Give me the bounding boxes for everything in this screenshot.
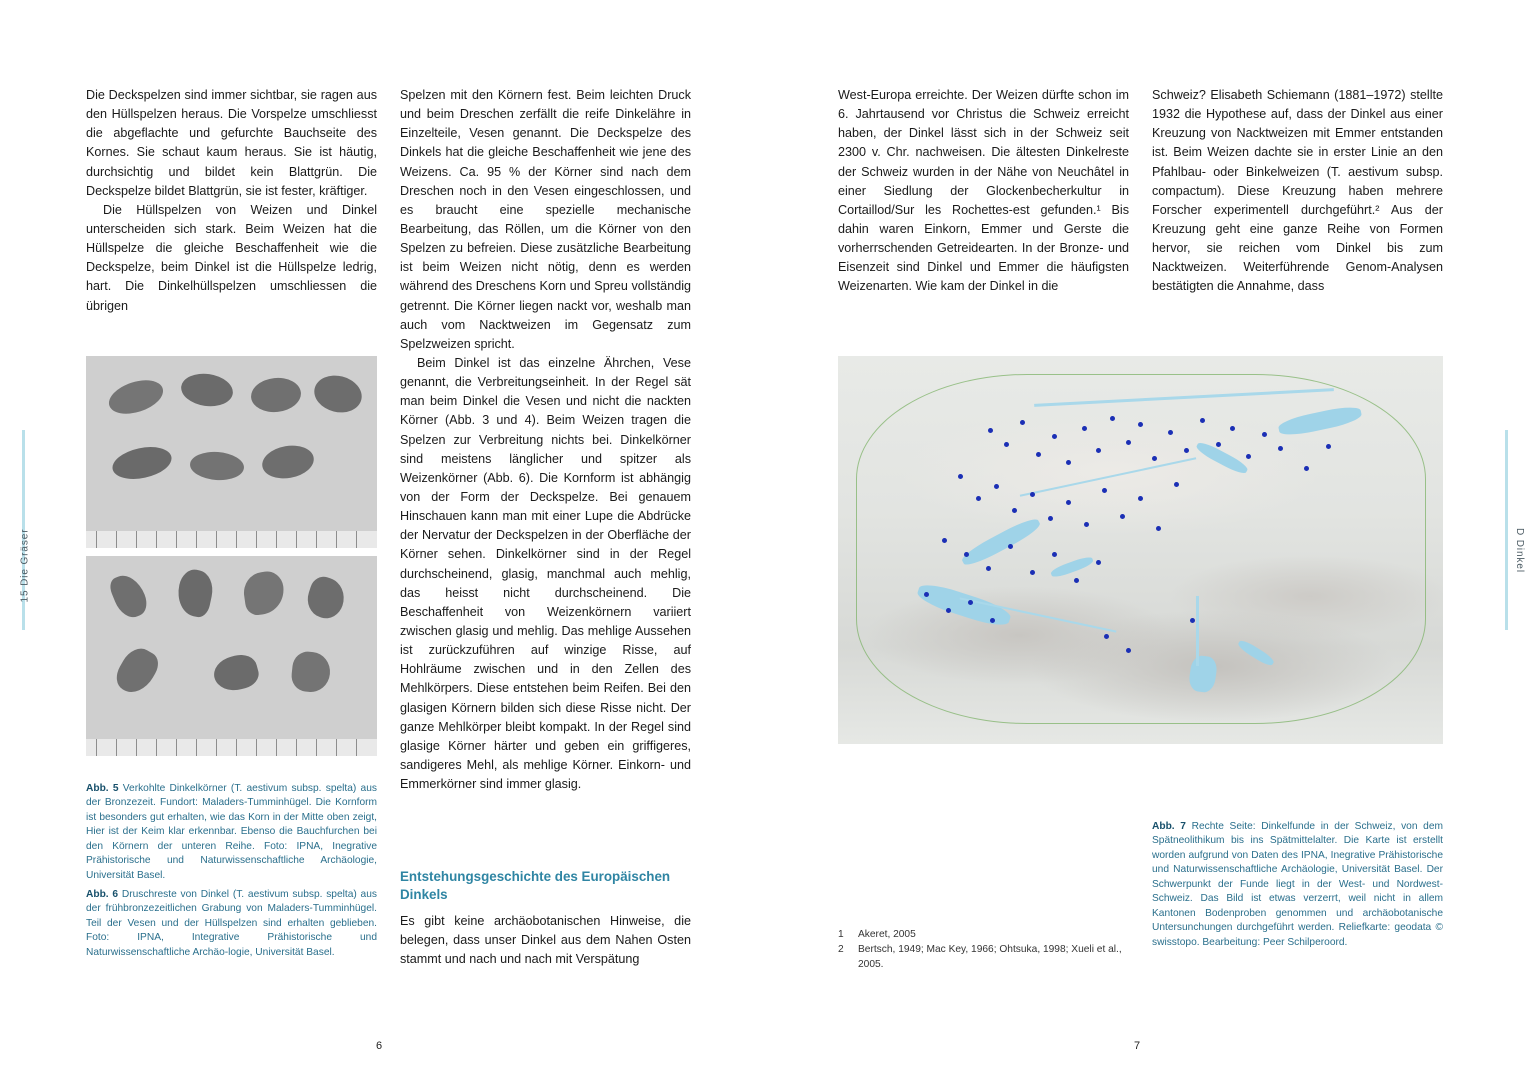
find-dot <box>964 552 969 557</box>
footnote-list <box>838 928 1138 972</box>
running-head-left: 15 Die Gräser <box>19 528 31 603</box>
paragraph: Die Hüllspelzen von Weizen und Dinkel unterscheiden sich stark. Beim Weizen hat die Hüllspelze die gleiche Beschaffenheit wie die Deckspelze, beim Dinkel ist die Hüllspelze ledrig, hart. Die Dinkelhüllspelzen umschliessen die übrigen <box>86 202 377 313</box>
find-dot <box>1184 448 1189 453</box>
find-dot <box>994 484 999 489</box>
figure-abb7-map <box>838 356 1443 744</box>
find-dot <box>1096 448 1101 453</box>
figure-caption-abb5 <box>86 782 377 883</box>
figure-abb6-image <box>86 556 377 756</box>
find-dot <box>988 428 993 433</box>
find-dot <box>1168 430 1173 435</box>
find-dot <box>1020 420 1025 425</box>
find-dot <box>1174 482 1179 487</box>
find-dot <box>1126 648 1131 653</box>
footnote-text: Bertsch, 1949; Mac Key, 1966; Ohtsuka, 1998; Xueli et al., 2005. <box>858 943 1122 970</box>
paragraph: West-Europa erreichte. Der Weizen dürfte schon im 6. Jahrtausend vor Christus die Schweiz erreicht haben, der Dinkel lässt sich in der Schweiz seit 2300 v. Chr. nachweisen. Die ältesten Dinkelreste der Schweiz wurden in der Nähe von Neuchâtel in einer Siedlung der Glockenbecherkultur in Cortaillod/Sur les Rochettes-est gefunden.¹ Bis dahin waren Einkorn, Emmer und Gerste die vorherrschenden Getreidearten. In der Bronze- und Eisenzeit sind Dinkel und Emmer die häufigsten Weizenarten. Wie kam der Dinkel in die <box>838 88 1129 294</box>
find-dot <box>1138 422 1143 427</box>
scale-ruler <box>86 739 377 756</box>
footnote-number: 1 <box>838 929 844 940</box>
find-dot <box>1030 570 1035 575</box>
paragraph: Spelzen mit den Körnern fest. Beim leichten Druck und beim Dreschen zerfällt die reife Dinkelähre in Einzelteile, Vesen genannt. Die Deckspelze des Dinkels hat die gleiche Beschaffenheit wie jene des Weizens. Ca. 95 % der Körner sind nach dem Dreschen noch in den Vesen eingeschlossen, und es braucht eine spezielle mechanische Bearbeitung, das Röllen, um die Körner von den Spelzen zu befreien. Diese zusätzliche Bearbeitung ist beim Weizen nicht nötig, denn es werden während des Dreschens Korn und Spreu vollständig getrennt. Die Körner liegen nackt vor, weshalb man auch vom Nacktweizen im Gegensatz zum Spelzweizen spricht. <box>400 88 691 351</box>
find-dot <box>1104 634 1109 639</box>
footnote-item <box>838 928 1138 943</box>
find-dot <box>1008 544 1013 549</box>
find-dot <box>1074 578 1079 583</box>
column-4 <box>1152 86 1443 297</box>
page-number-right: 7 <box>1134 1040 1141 1052</box>
find-dot <box>1304 466 1309 471</box>
find-dot <box>1216 442 1221 447</box>
find-dot <box>1030 492 1035 497</box>
find-dot <box>946 608 951 613</box>
footnote-number: 2 <box>838 943 844 955</box>
running-head-right: D Dinkel <box>1514 528 1525 573</box>
find-dot <box>1156 526 1161 531</box>
column-2 <box>400 86 691 794</box>
find-dot <box>1230 426 1235 431</box>
find-dot <box>1138 496 1143 501</box>
find-dot <box>1126 440 1131 445</box>
footnote-item <box>838 943 1138 973</box>
find-dot <box>1066 500 1071 505</box>
find-dot <box>1004 442 1009 447</box>
find-dot <box>1120 514 1125 519</box>
find-dot <box>1102 488 1107 493</box>
find-dot <box>1278 446 1283 451</box>
figure-label-abb5: Abb. 5 <box>86 783 119 794</box>
paragraph: Beim Dinkel ist das einzelne Ährchen, Vese genannt, die Verbreitungseinheit. In der Regel sät man beim Dinkel die Vesen und nicht die nackten Körner (Abb. 3 und 4). Beim Weizen tragen die Spelzen zur Verbreitung nichts bei. Dinkelkörner sind meistens länglicher und spitzer als Weizenkörner (Abb. 6). Die Kornform ist abhängig von der Form der Deckspelze. Bei genauem Hinschauen kann man mit einer Lupe die Abdrücke der Nervatur der Deckspelzen in der Oberfläche der Körner sehen. Dinkelkörner sind in der Regel durchscheinend, glasig, manchmal auch mehlig, das heisst nicht durchscheinend. Die Beschaffenheit von Weizenkörnern variiert zwischen glasig und mehlig. Das mehlige Aussehen ist zurückzuführen auf winzige Risse, auf Hohlräume zwischen und in den Zellen des Mehlkörpers. Diese entstehen beim Reifen. Bei den glasigen Körnern bilden sich diese Risse nicht. Der ganze Mehlkörper bleibt kompakt. In der Regel sind glasige Körner härter und geben ein griffigeres, sandigeres Mehl, als mehlige Körner. Einkorn- und Emmerkörner sind immer glasig. <box>400 355 691 792</box>
figure-caption-abb7 <box>1152 820 1443 950</box>
find-dot <box>1096 560 1101 565</box>
figure-caption-text: Rechte Seite: Dinkelfunde in der Schweiz, von dem Spätneolithikum bis ins Spätmittelalter. Die Karte ist erstellt worden aufgrund von Daten des IPNA, Inegrative Prähistorische und Naturwissenschaftliche Archäologie, Universität Basel. Der Schwerpunkt der Funde liegt in der West- und Nordwest-Schweiz. Das Bild ist etwas verzerrt, weil nicht in allem Kantonen Bodenproben genommen und archäobotanische Untersunchungen durchgeführt werden. Reliefkarte: geodata © swisstopo. Bearbeitung: Peer Schilperoord. <box>1152 821 1443 948</box>
find-dot <box>924 592 929 597</box>
find-dot <box>1084 522 1089 527</box>
find-dot <box>1036 452 1041 457</box>
find-dot <box>1052 552 1057 557</box>
section-intro <box>400 912 691 969</box>
find-dot <box>968 600 973 605</box>
column-3 <box>838 86 1129 297</box>
find-dot <box>976 496 981 501</box>
footnote-text: Akeret, 2005 <box>858 929 916 940</box>
find-dot <box>1110 416 1115 421</box>
figure-label-abb7: Abb. 7 <box>1152 821 1186 832</box>
figure-abb5-image <box>86 356 377 548</box>
find-dot <box>942 538 947 543</box>
figure-label-abb6: Abb. 6 <box>86 889 119 900</box>
find-dot <box>1262 432 1267 437</box>
find-dot <box>1246 454 1251 459</box>
find-dot <box>1082 426 1087 431</box>
figure-caption-abb6 <box>86 888 377 960</box>
find-dot <box>1012 508 1017 513</box>
figure-caption-text: Druschreste von Dinkel (T. aestivum subsp. spelta) aus der frühbronzezeitlichen Grabung von Maladers-Tumminhügel. Teil der Vesen und der Hüllspelzen sind erhalten geblieben. Foto: IPNA, Integrative Prähistorische und Naturwissenschaftliche Archäo-logie, Universität Basel. <box>86 889 377 958</box>
scale-ruler <box>86 531 377 548</box>
find-dot <box>1066 460 1071 465</box>
right-edge-rule <box>1505 430 1508 630</box>
find-dot <box>1200 418 1205 423</box>
find-dot <box>990 618 995 623</box>
figure-caption-text: Verkohlte Dinkelkörner (T. aestivum subsp. spelta) aus der Bronzezeit. Fundort: Maladers-Tumminhügel. Die Kornform ist besonders gut erhalten, wie das Korn in der Mitte oben zeigt, Hier ist der Keim klar erkennbar. Ebenso die Bauchfurchen bei den Körnern der unteren Reihe. Foto: IPNA, Inegrative Prähistorische und Naturwissenschaftliche Archäologie, Universität Basel. <box>86 783 377 881</box>
section-heading: Entstehungsgeschichte des Europäischen Dinkels <box>400 869 671 903</box>
paragraph: Es gibt keine archäobotanischen Hinweise, die belegen, dass unser Dinkel aus dem Nahen Osten stammt und nach und nach mit Verspätung <box>400 914 691 967</box>
find-dot <box>1048 516 1053 521</box>
find-dot <box>1190 618 1195 623</box>
find-dot <box>958 474 963 479</box>
find-dot <box>1326 444 1331 449</box>
column-1 <box>86 86 377 316</box>
find-dot <box>986 566 991 571</box>
find-dot <box>1052 434 1057 439</box>
paragraph: Schweiz? Elisabeth Schiemann (1881–1972) stellte 1932 die Hypothese auf, dass der Dinkel aus einer Kreuzung von Nacktweizen mit Emmer entstanden ist. Beim Weizen dachte sie in erster Linie an den Pfahlbau- oder Binkelweizen (T. aestivum subsp. compactum). Diese Kreuzung haben mehrere Forscher experimentell durchgeführt.² Aus der Kreuzung geht eine ganze Reihe von Formen hervor, sie reichen vom Dinkel bis zum Nacktweizen. Weiterführende Genom-Analysen bestätigten die Annahme, dass <box>1152 88 1443 294</box>
paragraph: Die Deckspelzen sind immer sichtbar, sie ragen aus den Hüllspelzen heraus. Die Vorspelze umschliesst die abgeflachte und gefurchte Bauchseite des Kornes. Sie schaut kaum heraus. Sie ist häutig, durchsichtig und bildet kein Blattgrün. Die Deckspelze bildet Blattgrün, sie ist fester, kräftiger. <box>86 88 377 198</box>
page-number-left: 6 <box>376 1040 383 1052</box>
find-dot <box>1152 456 1157 461</box>
